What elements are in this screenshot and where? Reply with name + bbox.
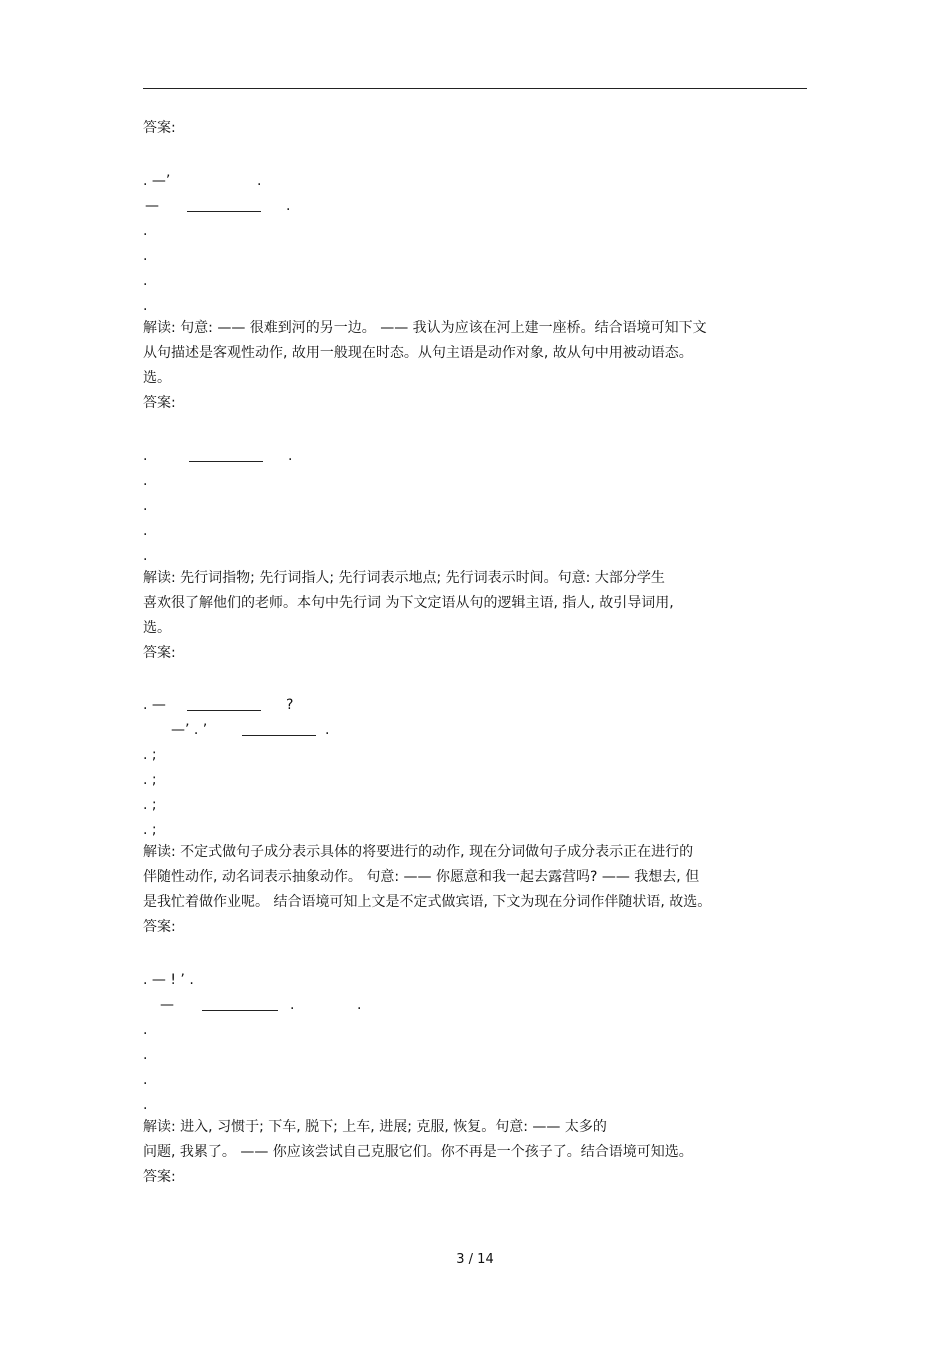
explanation-line: 选。	[143, 370, 171, 386]
explanation-line: 解读: 先行词指物; 先行词指人; 先行词表示地点; 先行词表示时间。句意: 大部分学生	[143, 570, 665, 586]
option-d: .	[143, 548, 148, 564]
explanation-line: 是我忙着做作业呢。 结合语境可知上文是不定式做宾语, 下文为现在分词作伴随状语, 故选。	[143, 894, 712, 910]
option-c: . ;	[143, 797, 157, 813]
explanation-line: 喜欢很了解他们的老师。本句中先行词 为下文定语从句的逻辑主语, 指人, 故引导词用,	[143, 595, 674, 611]
answer-blank	[187, 710, 261, 711]
option-b: . ;	[143, 772, 157, 788]
option-b: .	[143, 248, 148, 264]
option-c: .	[143, 1072, 148, 1088]
answer-label: 答案:	[143, 120, 176, 136]
answer-label: 答案:	[143, 1169, 176, 1185]
question-stem: . — ?	[143, 697, 294, 713]
answer-blank	[189, 461, 263, 462]
explanation-line: 解读: 句意: —— 很难到河的另一边。 —— 我认为应该在河上建一座桥。结合语境可知下文	[143, 320, 707, 336]
explanation-line: 选。	[143, 620, 171, 636]
question-stem: . .	[143, 448, 293, 464]
option-d: . ;	[143, 822, 157, 838]
answer-blank	[242, 735, 316, 736]
question-stem: — .	[145, 198, 291, 214]
option-d: .	[143, 298, 148, 314]
answer-label: 答案:	[143, 395, 176, 411]
page-number: 3 / 14	[456, 1252, 494, 1267]
option-c: .	[143, 523, 148, 539]
answer-blank	[202, 1010, 278, 1011]
option-b: .	[143, 498, 148, 514]
option-a: . ;	[143, 747, 157, 763]
option-a: .	[143, 1022, 148, 1038]
header-rule	[143, 88, 807, 89]
option-d: .	[143, 1097, 148, 1113]
option-b: .	[143, 1047, 148, 1063]
question-stem: . —’ .	[143, 173, 262, 189]
explanation-line: 解读: 进入, 习惯于; 下车, 脱下; 上车, 进展; 克服, 恢复。句意: —— 太多的	[143, 1119, 607, 1135]
explanation-line: 从句描述是客观性动作, 故用一般现在时态。从句主语是动作对象, 故从句中用被动语态。	[143, 345, 693, 361]
question-stem: . — ! ’ .	[143, 972, 194, 988]
question-stem: —’ . ’ .	[171, 722, 330, 738]
explanation-line: 问题, 我累了。 —— 你应该尝试自己克服它们。你不再是一个孩子了。结合语境可知选。	[143, 1144, 693, 1160]
option-a: .	[143, 473, 148, 489]
option-a: .	[143, 223, 148, 239]
answer-blank	[187, 211, 261, 212]
option-c: .	[143, 273, 148, 289]
answer-label: 答案:	[143, 919, 176, 935]
explanation-line: 解读: 不定式做句子成分表示具体的将要进行的动作, 现在分词做句子成分表示正在进行的	[143, 844, 694, 860]
explanation-line: 伴随性动作, 动名词表示抽象动作。 句意: —— 你愿意和我一起去露营吗? —— 我想去, 但	[143, 869, 700, 885]
question-stem: — . .	[160, 997, 362, 1013]
answer-label: 答案:	[143, 645, 176, 661]
